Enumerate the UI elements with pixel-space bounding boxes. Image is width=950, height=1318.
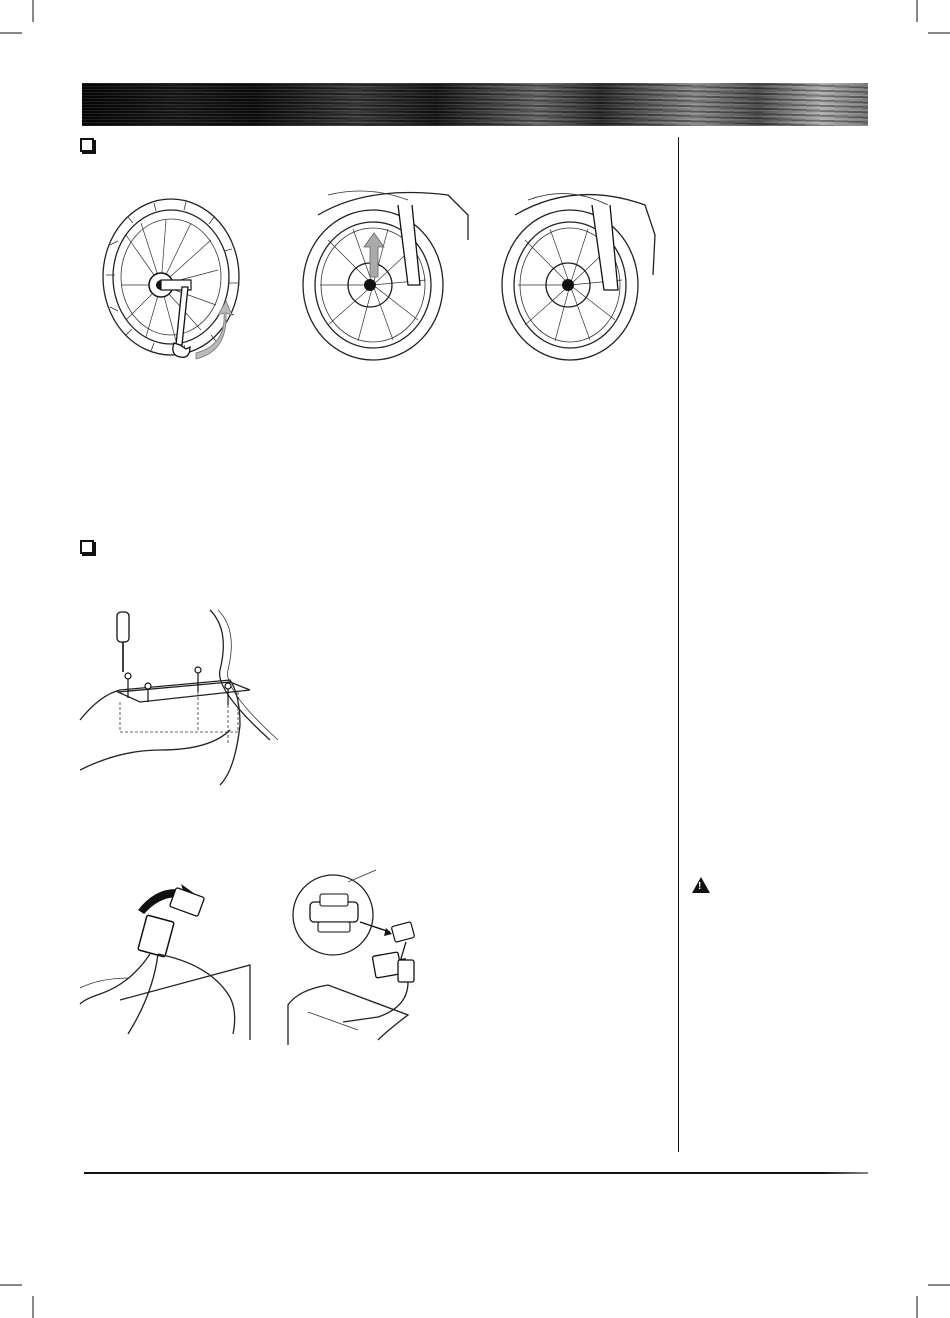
checkbox-icon bbox=[80, 138, 94, 152]
illustration-connector bbox=[80, 880, 255, 1040]
header-banner bbox=[82, 83, 868, 126]
rotate-arrow-icon bbox=[196, 301, 232, 359]
footer-rule bbox=[84, 1172, 868, 1174]
column-divider bbox=[678, 137, 679, 1152]
illustration-wheel-installed bbox=[500, 185, 670, 360]
warning-symbol: ! bbox=[698, 881, 702, 892]
checkbox-icon bbox=[80, 540, 94, 554]
illustration-wheel-fork bbox=[298, 185, 478, 360]
illustration-seat-screws bbox=[80, 610, 280, 790]
screwdriver-icon bbox=[117, 612, 129, 672]
illustration-fuse bbox=[288, 870, 463, 1045]
wrench-icon bbox=[173, 287, 190, 357]
illustration-wheel-wrench bbox=[96, 195, 266, 365]
